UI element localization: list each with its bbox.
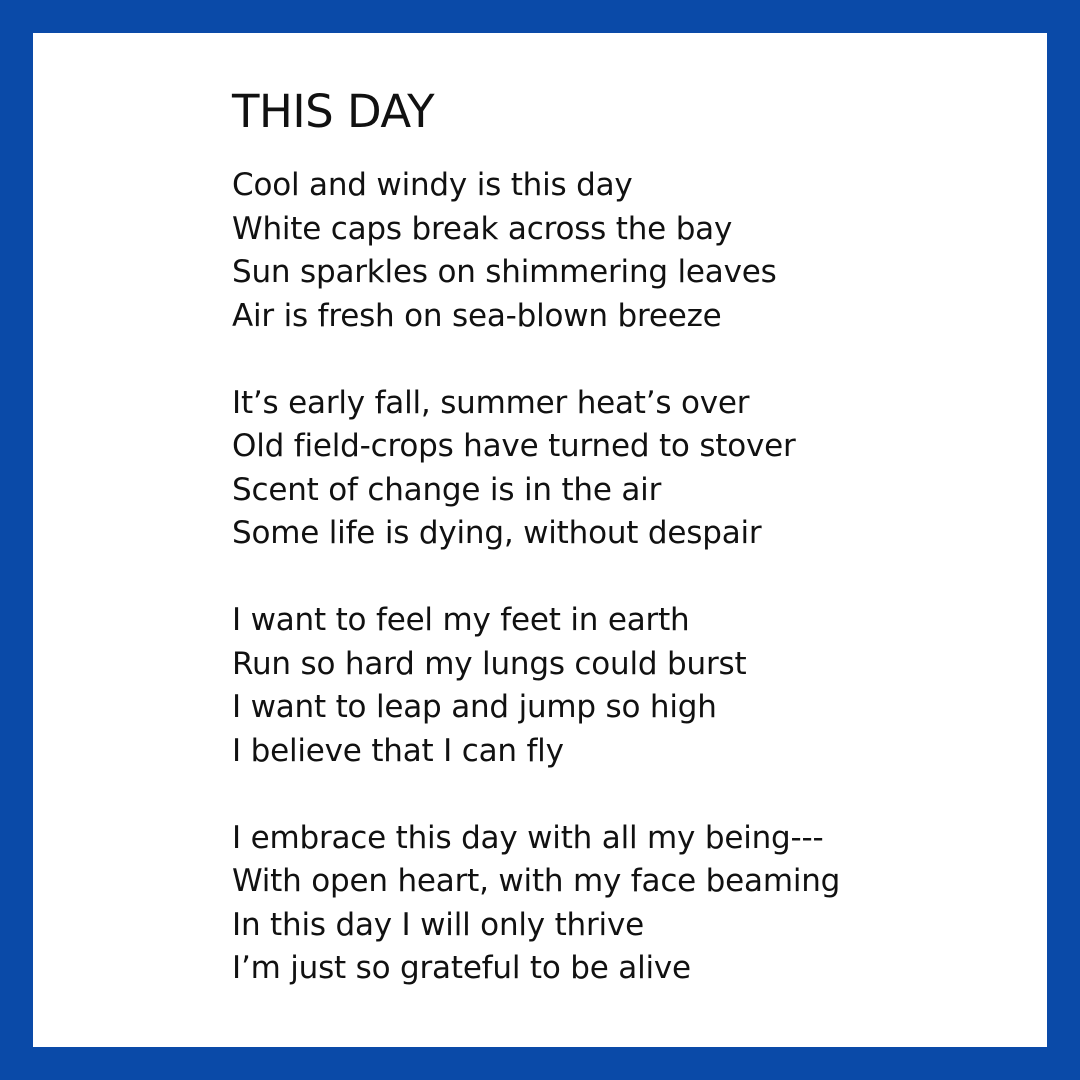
poem-line: Sun sparkles on shimmering leaves — [232, 254, 777, 290]
poem-body — [232, 164, 840, 991]
stanza-3 — [232, 599, 840, 773]
poem-line: Scent of change is in the air — [232, 471, 662, 508]
poem-line: I’m just so grateful to be alive — [232, 950, 691, 986]
poem-line: White caps break across the bay — [232, 210, 733, 247]
poem-line: Old field-crops have turned to stover — [232, 428, 796, 464]
poem-line: It’s early fall, summer heat’s over — [232, 384, 750, 421]
poem-line: I embrace this day with all my being--- — [232, 819, 824, 856]
poem-line: Run so hard my lungs could burst — [232, 645, 747, 682]
poem-line: Cool and windy is this day — [232, 167, 633, 203]
poem-line: I want to leap and jump so high — [232, 689, 717, 725]
poem-card — [33, 33, 1047, 1047]
poem-line: With open heart, with my face beaming — [232, 863, 841, 899]
poem-line: In this day I will only thrive — [232, 906, 644, 943]
stanza-4 — [232, 817, 840, 991]
poem-line: Air is fresh on sea-blown breeze — [232, 297, 722, 334]
poem-line: Some life is dying, without despair — [232, 515, 762, 551]
stanza-2 — [232, 382, 840, 556]
stanza-1 — [232, 164, 840, 338]
poem-line: I believe that I can fly — [232, 732, 564, 769]
poem-line: I want to feel my feet in earth — [232, 602, 690, 638]
poem-title: THIS DAY — [232, 85, 435, 138]
